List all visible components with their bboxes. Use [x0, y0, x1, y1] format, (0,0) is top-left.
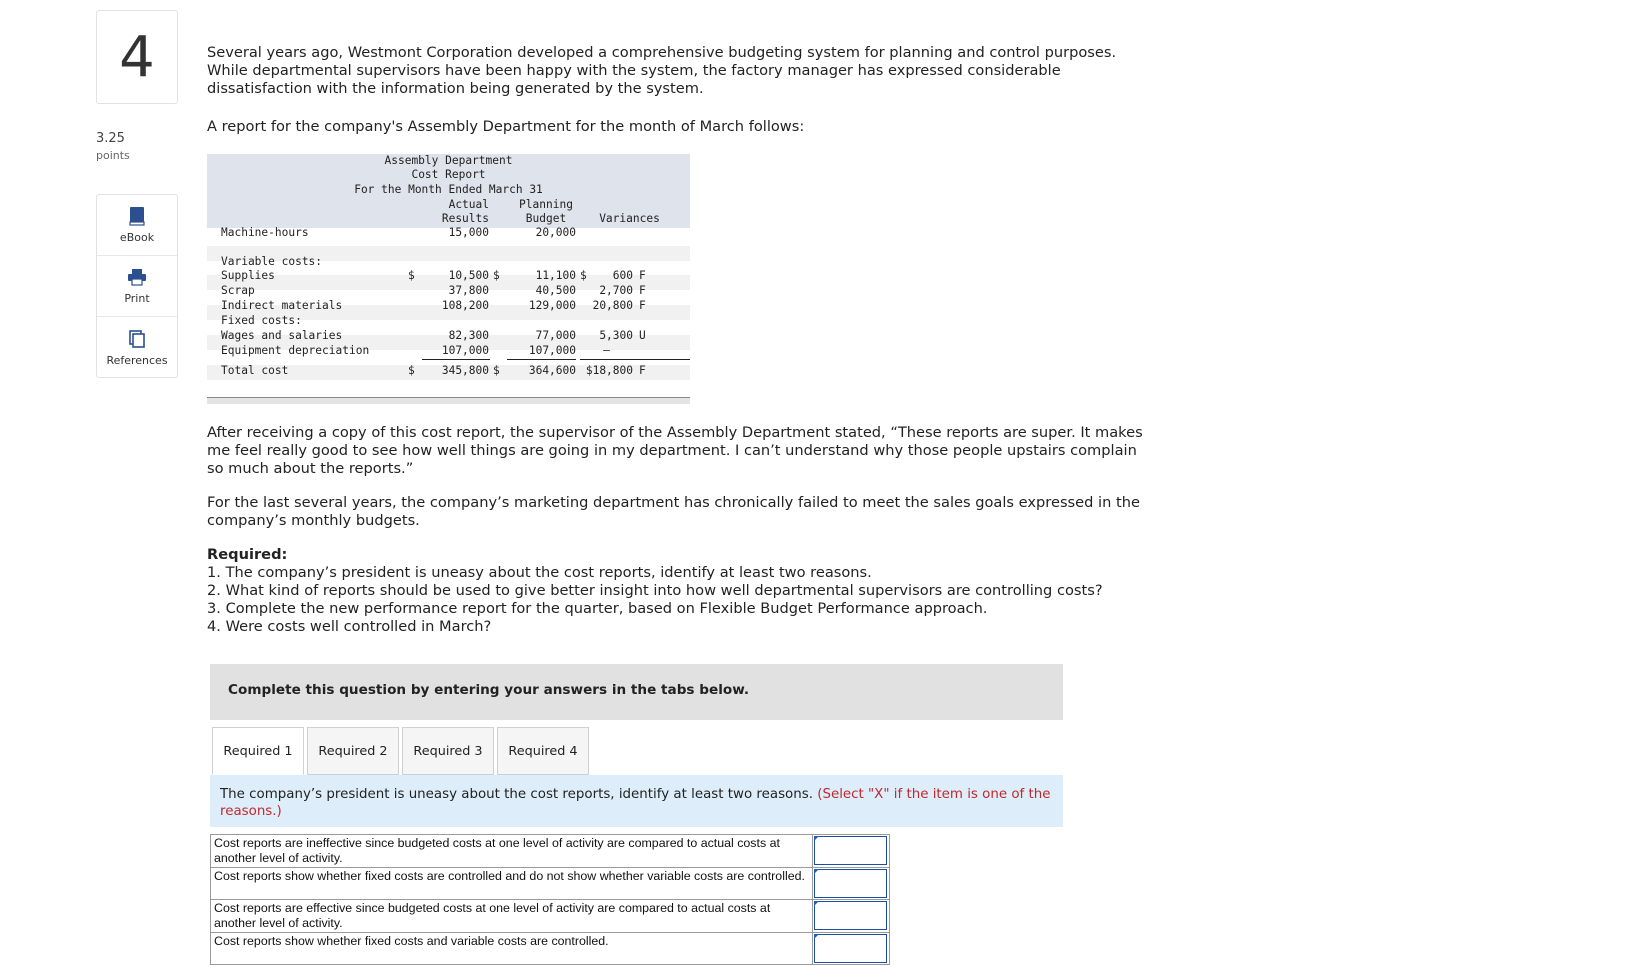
- book-icon: [128, 206, 146, 226]
- instruction-text: Complete this question by entering your answers in the tabs below.: [228, 682, 750, 698]
- required-heading: Required:: [207, 546, 288, 563]
- prompt-text: The company’s president is uneasy about the cost reports, identify at least two reasons.: [220, 787, 813, 802]
- instruction-box: [210, 664, 1063, 720]
- answer-cell: [813, 868, 890, 900]
- report-underline: [507, 359, 576, 360]
- report-row-label: Wages and salaries: [221, 329, 343, 342]
- answer-statement: Cost reports are effective since budgeted costs at one level of activity are compared to actual costs at another level of activity.: [211, 900, 813, 933]
- machine-hours-actual: 15,000: [448, 226, 489, 239]
- references-button[interactable]: [97, 317, 177, 378]
- copy-icon: [128, 329, 146, 349]
- supervisor-paragraph: After receiving a copy of this cost report, the supervisor of the Assembly Department stated, “These reports are super. It makes me feel really good to see how well things are going in my department. I can’t understand why those people upstairs complain so much about the reports.”: [207, 424, 1143, 477]
- report-intro: A report for the company's Assembly Department for the month of March follows:: [207, 118, 805, 135]
- answer-row: [211, 868, 890, 900]
- ebook-button[interactable]: [97, 195, 177, 256]
- answer-row: [211, 933, 890, 965]
- input-marker-icon: [814, 869, 819, 874]
- variance-flag: F: [639, 299, 646, 312]
- variance-flag: U: [639, 329, 646, 342]
- report-variance: 20,800: [592, 299, 633, 312]
- report-actual: 10,500: [448, 269, 489, 282]
- ebook-label: eBook: [119, 231, 155, 244]
- dollar-sign: $: [493, 364, 500, 377]
- report-row-label: Indirect materials: [221, 299, 343, 312]
- dollar-sign: $: [408, 364, 415, 377]
- variance-flag: F: [639, 269, 646, 282]
- intro-paragraph: Several years ago, Westmont Corporation developed a comprehensive budgeting system for planning and control purposes. While departmental supervisors have been happy with the system, the factory manager has expressed considerable dissatisfaction with the information being generated by the system.: [207, 44, 1117, 97]
- total-actual: 345,800: [441, 364, 489, 377]
- required-item: 2. What kind of reports should be used to give better insight into how well departmental supervisors are controlling costs?: [207, 582, 1103, 599]
- total-variance: $18,800: [585, 364, 633, 377]
- report-planning: 77,000: [535, 329, 576, 342]
- tools-panel: [96, 194, 178, 378]
- report-variance: –: [603, 344, 610, 357]
- question-number: 4: [96, 10, 178, 104]
- tab-required-3[interactable]: Required 3: [402, 727, 494, 775]
- report-row-label: Supplies: [221, 269, 275, 282]
- answer-input[interactable]: [814, 934, 887, 963]
- tab-required-2[interactable]: Required 2: [307, 727, 399, 775]
- answer-statement: Cost reports show whether fixed costs and variable costs are controlled.: [211, 933, 813, 965]
- report-actual: 108,200: [441, 299, 489, 312]
- report-actual: 82,300: [448, 329, 489, 342]
- dollar-sign: $: [408, 269, 415, 282]
- report-period: For the Month Ended March 31: [354, 183, 543, 196]
- answer-input[interactable]: [814, 836, 887, 865]
- print-button[interactable]: [97, 256, 177, 317]
- tab-required-4[interactable]: Required 4: [497, 727, 589, 775]
- print-label: Print: [124, 292, 150, 305]
- answer-input[interactable]: [814, 869, 887, 898]
- col-header-actual: Results: [441, 212, 489, 225]
- report-title: Assembly Department: [384, 154, 513, 167]
- report-underline: [580, 359, 690, 360]
- printer-icon: [127, 267, 147, 287]
- total-cost-label: Total cost: [221, 364, 289, 377]
- points-value: 3.25: [96, 131, 125, 146]
- variance-flag: F: [639, 364, 646, 377]
- tab-required-1[interactable]: Required 1: [212, 727, 304, 775]
- required-item: 1. The company’s president is uneasy about the cost reports, identify at least two reasons.: [207, 564, 872, 581]
- report-planning: 129,000: [528, 299, 576, 312]
- variance-flag: F: [639, 284, 646, 297]
- machine-hours-planning: 20,000: [535, 226, 576, 239]
- report-planning: 40,500: [535, 284, 576, 297]
- report-row-label: Equipment depreciation: [221, 344, 370, 357]
- prompt-note: (Select "X" if the item is one of the reasons.): [220, 787, 1051, 819]
- dollar-sign: $: [493, 269, 500, 282]
- answer-row: [211, 900, 890, 933]
- tab-bar: [212, 727, 592, 775]
- report-bottom-bar: [207, 397, 690, 404]
- report-underline: [422, 359, 490, 360]
- answer-cell: [813, 933, 890, 965]
- answer-statement: Cost reports are ineffective since budgeted costs at one level of activity are compared to actual costs at another level of activity.: [211, 835, 813, 868]
- report-variance: 2,700: [599, 284, 633, 297]
- col-header-variances: Variances: [599, 212, 660, 225]
- dollar-sign: $: [580, 269, 587, 282]
- col-header-planning: Planning: [519, 198, 573, 211]
- input-marker-icon: [814, 901, 819, 906]
- machine-hours-label: Machine-hours: [221, 226, 309, 239]
- required-item: 4. Were costs well controlled in March?: [207, 618, 492, 635]
- fixed-costs-heading: Fixed costs:: [221, 314, 302, 327]
- col-header-actual: Actual: [448, 198, 489, 211]
- report-row-label: Scrap: [221, 284, 255, 297]
- marketing-paragraph: For the last several years, the company’s marketing department has chronically failed to meet the sales goals expressed in the company’s monthly budgets.: [207, 494, 1140, 529]
- total-planning: 364,600: [528, 364, 576, 377]
- report-planning: 107,000: [528, 344, 576, 357]
- answer-table: [210, 834, 890, 965]
- report-variance: 600: [612, 269, 633, 282]
- answer-input[interactable]: [814, 901, 887, 930]
- report-actual: 107,000: [441, 344, 489, 357]
- report-subtitle: Cost Report: [411, 168, 486, 181]
- question-prompt: [210, 775, 1063, 827]
- answer-cell: [813, 900, 890, 933]
- answer-row: [211, 835, 890, 868]
- answer-statement: Cost reports show whether fixed costs are controlled and do not show whether variable costs are controlled.: [211, 868, 813, 900]
- report-actual: 37,800: [448, 284, 489, 297]
- col-header-planning: Budget: [525, 212, 567, 225]
- report-variance: 5,300: [599, 329, 633, 342]
- variable-costs-heading: Variable costs:: [221, 255, 323, 268]
- input-marker-icon: [814, 836, 819, 841]
- references-label: References: [106, 353, 168, 367]
- required-item: 3. Complete the new performance report for the quarter, based on Flexible Budget Performance approach.: [207, 600, 988, 617]
- report-planning: 11,100: [535, 269, 576, 282]
- input-marker-icon: [814, 934, 819, 939]
- points-label: points: [96, 149, 130, 162]
- answer-cell: [813, 835, 890, 868]
- cost-report: [207, 154, 690, 404]
